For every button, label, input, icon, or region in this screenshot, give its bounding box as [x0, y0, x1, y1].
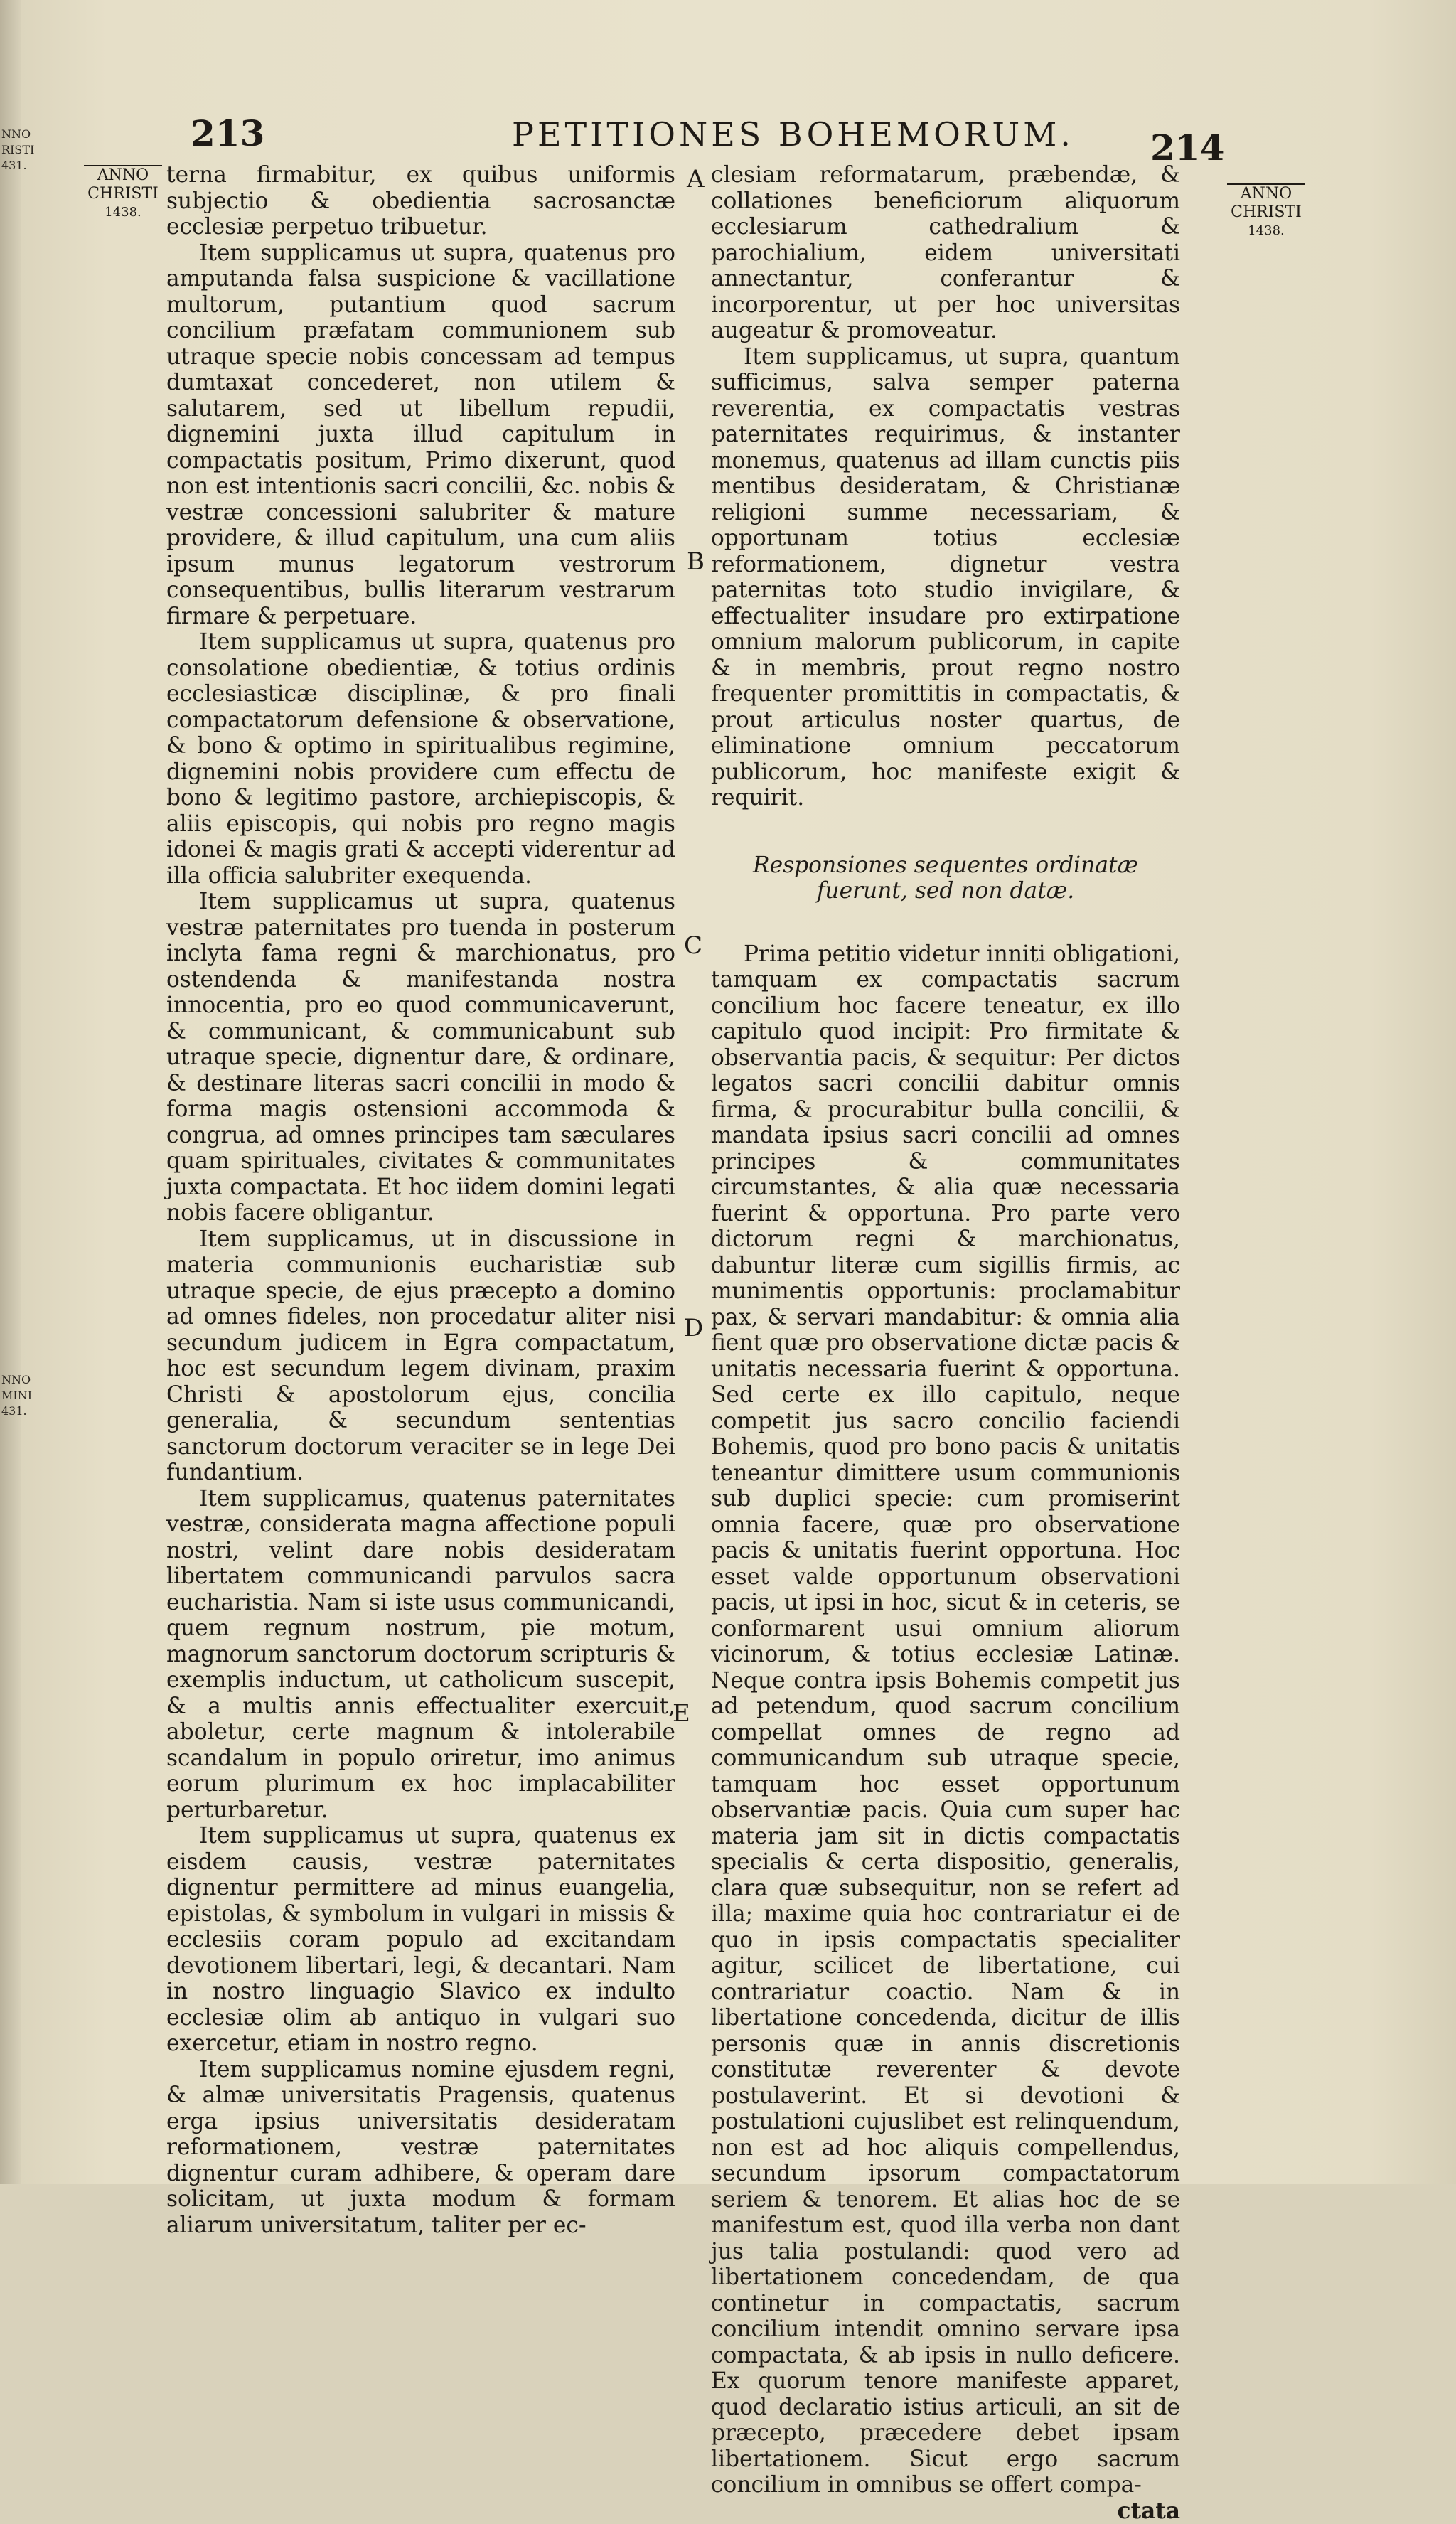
- paragraph: Item supplicamus ut supra, quatenus ex eisdem causis, vestræ paternitates dignentur permittere ad minus euangelia, epistolas, & symbolum in vulgari in missis & ecclesiis coram populo ad excitandam devotionem libertari, legi, & decantari. Nam in nostro linguagio Slavico ex indulto ecclesiæ olim ab antiquo in vulgari suo exercetur, etiam in nostro regno.: [166, 1823, 675, 2057]
- paragraph: terna firmabitur, ex quibus uniformis subjectio & obedientia sacrosanctæ ecclesiæ perpetuo tribuetur.: [166, 162, 675, 240]
- paragraph: Item supplicamus ut supra, quatenus vestræ paternitates pro tuenda in posterum inclyta fama regni & marchionatus, pro ostendenda & manifestanda nostra innocentia, pro eo quod communicaverunt, & communicant, & communicabunt sub utraque specie, dignentur dare, & ordinare, & destinare literas sacri concilii in modo & forma magis ostensioni accommoda & congrua, ad omnes principes tam sæculares quam spirituales, civitates & communitates juxta compactata. Et hoc iidem domini legati nobis facere obligantur.: [166, 889, 675, 1226]
- page-number-right: 214: [1150, 127, 1224, 169]
- section-letter-a: A: [687, 165, 705, 193]
- edge-text: 431.: [1, 158, 34, 173]
- section-letter-b: B: [687, 547, 705, 576]
- section-letter-e: E: [673, 1699, 690, 1728]
- right-column: [711, 162, 1180, 2524]
- paragraph: Item supplicamus, ut in discussione in materia communionis eucharistiæ sub utraque specie, de ejus præcepto a domino ad omnes fideles, non procedatur aliter nisi secundum judicem in Egra compactatum, hoc est secundum legem divinam, praxim Christi & apostolorum ejus, concilia generalia, & secundum sententias sanctorum doctorum veraciter se in lege Dei fundantium.: [166, 1226, 675, 1486]
- catchword: ctata: [711, 2498, 1180, 2524]
- margin-text: CHRISTI: [1227, 203, 1305, 222]
- paragraph: Item supplicamus nomine ejusdem regni, & almæ universitatis Pragensis, quatenus erga ipsius universitatis desideratam reformationem, vestræ paternitates dignentur curam adhibere, & operam dare solicitam, ut juxta modum & formam aliarum universitatum, taliter per ec-: [166, 2057, 675, 2239]
- margin-text: 1438.: [1227, 222, 1305, 240]
- paragraph: Item supplicamus, quatenus paternitates vestræ, considerata magna affectione populi nostri, velint dare nobis desideratam libertatem communicandi parvulos sacra eucharistia. Nam si iste usus communicandi, quem regnum nostrum, pie motum, magnorum sanctorum doctorum scripturis & exemplis inductum, ut catholicum suscepit, & a multis annis effectualiter exercuit, aboletur, certe magnum & intolerabile scandalum in populo oriretur, imo animus eorum plurimum ex hoc implacabiliter perturbaretur.: [166, 1486, 675, 1824]
- margin-text: ANNO: [1227, 183, 1305, 203]
- margin-text: CHRISTI: [84, 185, 162, 203]
- paragraph: clesiam reformatarum, præbendæ, & collationes beneficiorum aliquorum ecclesiarum cathedralium & parochialium, eidem universitati annectantur, conferantur & incorporentur, ut per hoc universitas augeatur & promoveatur.: [711, 162, 1180, 344]
- left-column: [166, 162, 675, 2238]
- paragraph: Item supplicamus ut supra, quatenus pro amputanda falsa suspicione & vacillatione multorum, putantium quod sacrum concilium præfatam communionem sub utraque specie nobis concessam ad tempus dumtaxat concederet, non utilem & salutarem, sed ut libellum repudii, dignemini juxta illud capitulum in compactatis positum, Primo dixerunt, quod non est intentionis sacri concilii, &c. nobis & vestræ concessioni salubriter & mature providere, & illud capitulum, una cum aliis ipsum munus legatorum vestrorum consequentibus, bullis literarum vestrarum firmare & perpetuare.: [166, 240, 675, 630]
- edge-text: RISTI: [1, 142, 34, 158]
- margin-text: ANNO: [84, 165, 162, 185]
- edge-text: MINI: [1, 1388, 32, 1403]
- margin-note-right: [1227, 183, 1305, 240]
- page-title: PETITIONES BOHEMORUM.: [512, 115, 1074, 154]
- page-number-left: 213: [191, 112, 264, 154]
- previous-page-edge: [0, 0, 21, 2184]
- paragraph: Item supplicamus, ut supra, quantum sufficimus, salva semper paterna reverentia, ex compactatis vestras paternitates requirimus, & instanter monemus, quatenus ad illam cunctis piis mentibus desideratam, & Christianæ religioni summe necessariam, & opportunam totius ecclesiæ reformationem, dignetur vestra paternitas toto studio invigilare, & effectualiter insudare pro extirpatione omnium malorum publicorum, in capite & in membris, prout regno nostro frequenter promittitis in compactatis, & prout articulus noster quartus, de eliminatione omnium peccatorum publicorum, hoc manifeste exigit & requirit.: [711, 344, 1180, 811]
- edge-text: NNO: [1, 127, 34, 142]
- edge-text: 431.: [1, 1403, 32, 1419]
- section-letter-d: D: [684, 1314, 703, 1342]
- section-heading: Responsiones sequentes ordinatæ fuerunt, sed non datæ.: [711, 852, 1180, 904]
- section-letter-c: C: [684, 931, 702, 960]
- paragraph: Item supplicamus ut supra, quatenus pro consolatione obedientiæ, & totius ordinis ecclesiasticæ disciplinæ, & pro finali compactatorum defensione & observatione, & bono & optimo in spiritualibus regimine, dignemini nobis providere cum effectu de bono & legitimo pastore, archiepiscopis, & aliis episcopis, qui nobis pro regno magis idonei & magis grati & accepti viderentur ad illa officia salubriter exequenda.: [166, 629, 675, 889]
- paragraph: Prima petitio videtur inniti obligationi, tamquam ex compactatis sacrum concilium hoc facere teneatur, ex illo capitulo quod incipit: Pro firmitate & observantia pacis, & sequitur: Per dictos legatos sacri concilii dabitur omnis firma, & procurabitur bulla concilii, & mandata ipsius sacri concilii ad omnes principes & communitates circumstantes, & alia quæ necessaria fuerint & opportuna. Pro parte vero dictorum regni & marchionatus, dabuntur literæ cum sigillis firmis, ac munimentis opportunis: proclamabitur pax, & servari mandabitur: & omnia alia fient quæ pro observatione dictæ pacis & unitatis necessaria fuerint & opportuna. Sed certe ex illo capitulo, neque competit jus sacro concilio faciendi Bohemis, quod pro bono pacis & unitatis teneantur dimittere usum communionis sub duplici specie: cum promiserint omnia facere, quæ pro observatione pacis & unitatis fuerint opportuna. Hoc esset valde opportunum observationi pacis, ut ipsi in hoc, sicut & in ceteris, se conformarent usui omnium aliorum vicinorum, & totius ecclesiæ Latinæ. Neque contra ipsis Bohemis competit jus ad petendum, quod sacrum concilium compellat omnes de regno ad communicandum sub utraque specie, tamquam hoc esset opportunum observantiæ pacis. Quia cum super hac materia jam sit in dictis compactatis specialis & certa dispositio, generalis, clara quæ subsequitur, non se refert ad illa; maxime quia hoc contrariatur ei de quo in ipsis compactatis specialiter agitur, scilicet de libertatione, cui contrariatur coactio. Nam & in libertatione concedenda, dicitur de illis personis quæ in annis discretionis constitutæ reverenter & devote postulaverint. Et si devotioni & postulationi cujuslibet est relinquendum, non est ad hoc aliquis compellendus, secundum ipsorum compactatorum seriem & tenorem. Et alias hoc de se manifestum est, quod illa verba non dant jus talia postulandi: quod vero ad libertationem concedendam, de qua continetur in compactatis, sacrum concilium intendit omnino servare ipsa compactata, & ab ipsis in nullo deficere. Ex quorum tenore manifeste apparet, quod declaratio istius articuli, an sit de præcepto, præcedere debet ipsam libertationem. Sicut ergo sacrum concilium in omnibus se offert compa-: [711, 941, 1180, 2498]
- margin-text: 1438.: [84, 203, 162, 222]
- edge-note-bottom: [1, 1372, 32, 1419]
- margin-note-left: [84, 165, 162, 222]
- running-header: [0, 112, 1456, 155]
- edge-text: NNO: [1, 1372, 32, 1388]
